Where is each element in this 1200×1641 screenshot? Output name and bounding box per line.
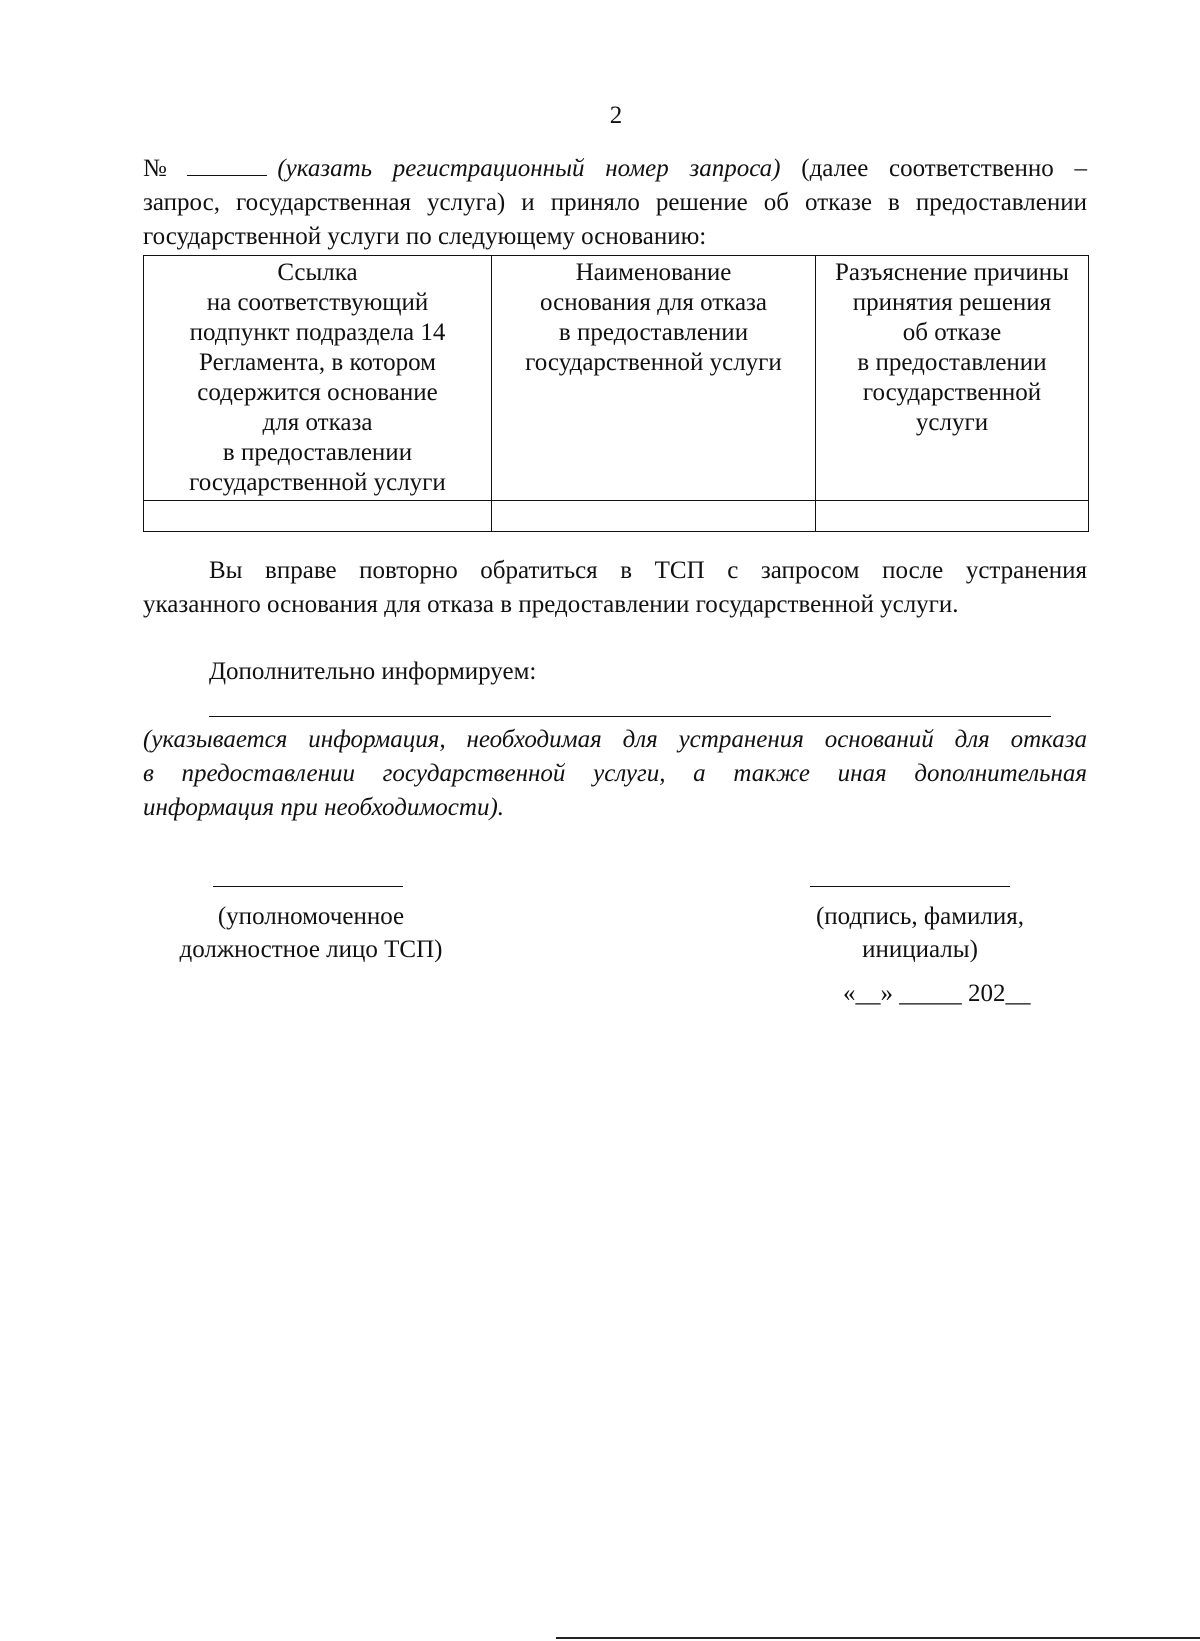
header-reference-line: подпункт подраздела 14: [189, 319, 446, 346]
signature-caption-line-2: инициалы): [862, 936, 978, 963]
intro-line-1: [143, 152, 1087, 186]
additional-info-blank-line: [209, 716, 1051, 717]
official-caption-line-1: (уполномоченное: [217, 903, 405, 930]
header-ground-name: [492, 256, 816, 501]
page-number: 2: [609, 102, 623, 129]
signature-blank-line: [810, 886, 1010, 887]
reg-number-hint: (указать регистрационный номер запроса): [277, 155, 781, 182]
header-explanation-line: государственной услуги: [862, 379, 1042, 436]
signature-caption-line-1: (подпись, фамилия,: [815, 903, 1025, 930]
header-reference-line: Регламента, в котором: [199, 349, 436, 376]
grounds-table-header-row: [144, 256, 1089, 501]
header-ground-name-line: основания для отказа: [539, 289, 768, 316]
date-field: «__» _____ 202__: [843, 980, 1031, 1007]
header-reference-line: Ссылка: [277, 259, 358, 286]
page-edge-line: [556, 1637, 1200, 1639]
reapply-paragraph: [143, 554, 1087, 622]
grounds-table: [143, 255, 1089, 532]
header-reference: [144, 256, 492, 501]
header-explanation-line: в предоставлении: [857, 349, 1047, 376]
header-explanation-line: об отказе: [902, 319, 1002, 346]
header-ground-name-line: государственной услуги: [525, 349, 782, 376]
additional-info-note: [143, 723, 1087, 825]
table-cell-ground-name: [492, 501, 816, 532]
official-blank-line: [213, 886, 403, 887]
header-reference-line: государственной услуги: [189, 469, 446, 496]
table-cell-explanation: [816, 501, 1089, 532]
header-reference-line: на соответствующий: [206, 289, 429, 316]
header-reference-line: в предоставлении: [222, 439, 413, 466]
official-caption-line-2: должностное лицо ТСП): [179, 936, 443, 963]
header-ground-name-line: в предоставлении: [558, 319, 749, 346]
table-row: [144, 501, 1089, 532]
note-line-1: (указывается информация, необходимая для устранения оснований для отказа: [143, 726, 1087, 753]
header-explanation: [816, 256, 1089, 501]
table-cell-reference: [144, 501, 492, 532]
header-explanation-line: Разъяснение причины: [835, 259, 1069, 286]
reapply-line-1: Вы вправе повторно обратиться в ТСП с запросом после устранения: [209, 557, 1087, 584]
signature-caption: [790, 900, 1050, 966]
official-caption: [140, 900, 482, 966]
note-line-3: информация при необходимости).: [143, 794, 505, 821]
intro-line-2: запрос, государственная услуга) и приняло решение об отказе в предоставлении: [143, 189, 1087, 216]
intro-line-1-rest: (далее соответственно –: [801, 155, 1087, 182]
numero-sign: №: [143, 155, 182, 182]
reg-number-blank: [187, 153, 267, 176]
note-line-2: в предоставлении государственной услуги, а также иная дополнительная: [143, 760, 1087, 787]
reapply-line-2: указанного основания для отказа в предоставлении государственной услуги.: [143, 591, 959, 618]
header-ground-name-line: Наименование: [575, 259, 732, 286]
additional-info-label: Дополнительно информируем:: [209, 658, 537, 685]
intro-line-3: государственной услуги по следующему основанию:: [143, 223, 707, 250]
header-reference-line: для отказа: [262, 409, 373, 436]
header-explanation-line: принятия решения: [852, 289, 1052, 316]
intro-paragraph: [143, 152, 1087, 254]
header-reference-line: содержится основание: [197, 379, 438, 406]
